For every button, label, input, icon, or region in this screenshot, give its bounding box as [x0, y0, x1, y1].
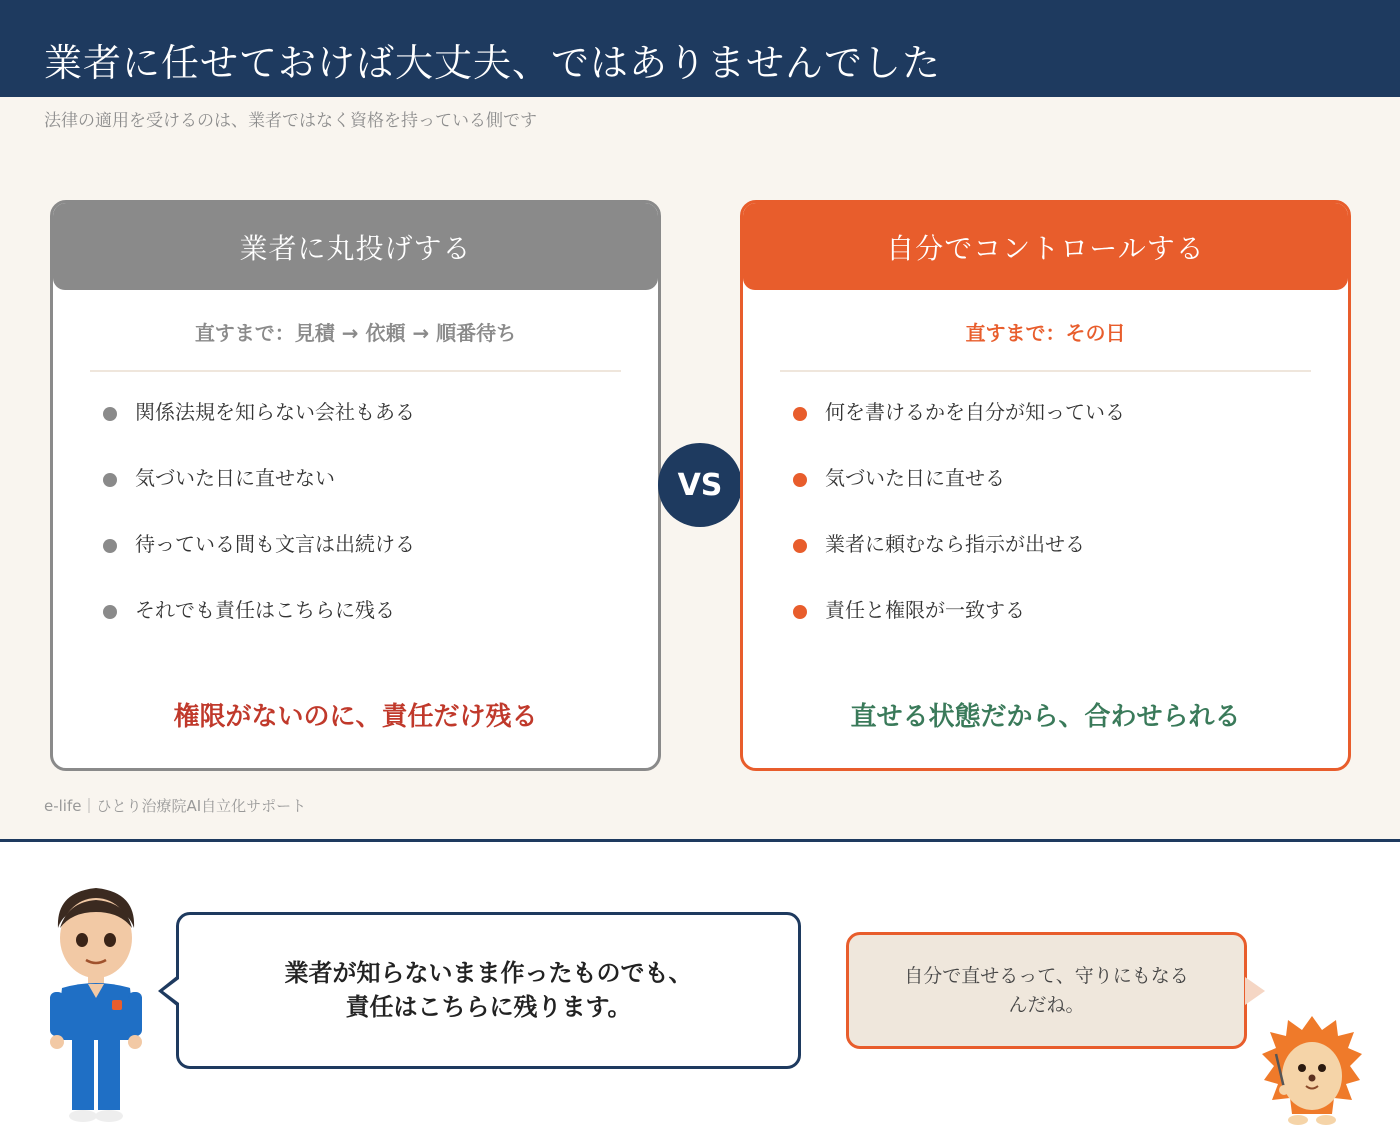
panel-self-control-conclusion: 直せる状態だから、合わせられる	[850, 702, 1241, 732]
bullet-icon	[793, 539, 807, 553]
divider	[90, 370, 621, 372]
list-item-text: 業者に頼むなら指示が出せる	[825, 532, 1085, 556]
bullet-icon	[103, 539, 117, 553]
panel-self-control-heading: 自分でコントロールする	[743, 203, 1348, 290]
list-item-text: 何を書けるかを自分が知っている	[825, 400, 1125, 424]
panel-outsource	[50, 200, 661, 771]
panel-outsource-conclusion: 権限がないのに、責任だけ残る	[173, 702, 538, 732]
divider	[780, 370, 1311, 372]
list-item	[103, 462, 415, 528]
panel-outsource-heading: 業者に丸投げする	[53, 203, 658, 290]
bullet-icon	[793, 407, 807, 421]
panel-self-control	[740, 200, 1351, 771]
hedgehog-speech-bubble	[846, 932, 1247, 1049]
vs-badge: VS	[658, 443, 742, 527]
list-item	[793, 594, 1125, 660]
doctor-speech-bubble	[176, 912, 801, 1069]
list-item	[103, 528, 415, 594]
bullet-icon	[793, 473, 807, 487]
doctor-speech-line: 業者が知らないまま作ったものでも、	[284, 958, 693, 987]
list-item-text: 気づいた日に直せない	[135, 466, 335, 490]
bullet-icon	[793, 605, 807, 619]
bullet-icon	[103, 473, 117, 487]
hedgehog-speech-line: んだね。	[1008, 993, 1085, 1016]
page-subtitle: 法律の適用を受けるのは、業者ではなく資格を持っている側です	[44, 111, 537, 131]
speech-tail	[1245, 977, 1265, 1005]
list-item	[793, 396, 1125, 462]
hedgehog-speech-line: 自分で直せるって、守りにもなる	[904, 965, 1189, 987]
panel-outsource-list	[103, 396, 415, 660]
panel-self-control-list	[793, 396, 1125, 660]
speech-tail-inner	[163, 979, 179, 1003]
list-item-text: 気づいた日に直せる	[825, 466, 1005, 490]
bullet-icon	[103, 605, 117, 619]
panel-self-control-lead: 直すまで：その日	[965, 321, 1126, 345]
list-item-text: 関係法規を知らない会社もある	[135, 400, 415, 424]
list-item-text: それでも責任はこちらに残る	[135, 598, 395, 622]
footer-credit: e-life｜ひとり治療院AI自立化サポート	[44, 797, 307, 815]
bullet-icon	[103, 407, 117, 421]
hedgehog-character-icon	[1262, 1014, 1362, 1134]
page-title: 業者に任せておけば大丈夫、ではありませんでした	[44, 41, 942, 85]
list-item	[793, 528, 1125, 594]
doctor-character-icon	[38, 880, 154, 1130]
doctor-speech-line: 責任はこちらに残ります。	[345, 992, 632, 1021]
panel-outsource-lead: 直すまで：見積 → 依頼 → 順番待ち	[194, 321, 517, 345]
list-item	[103, 396, 415, 462]
list-item-text: 待っている間も文言は出続ける	[135, 532, 415, 556]
list-item	[793, 462, 1125, 528]
list-item	[103, 594, 415, 660]
list-item-text: 責任と権限が一致する	[825, 598, 1025, 622]
